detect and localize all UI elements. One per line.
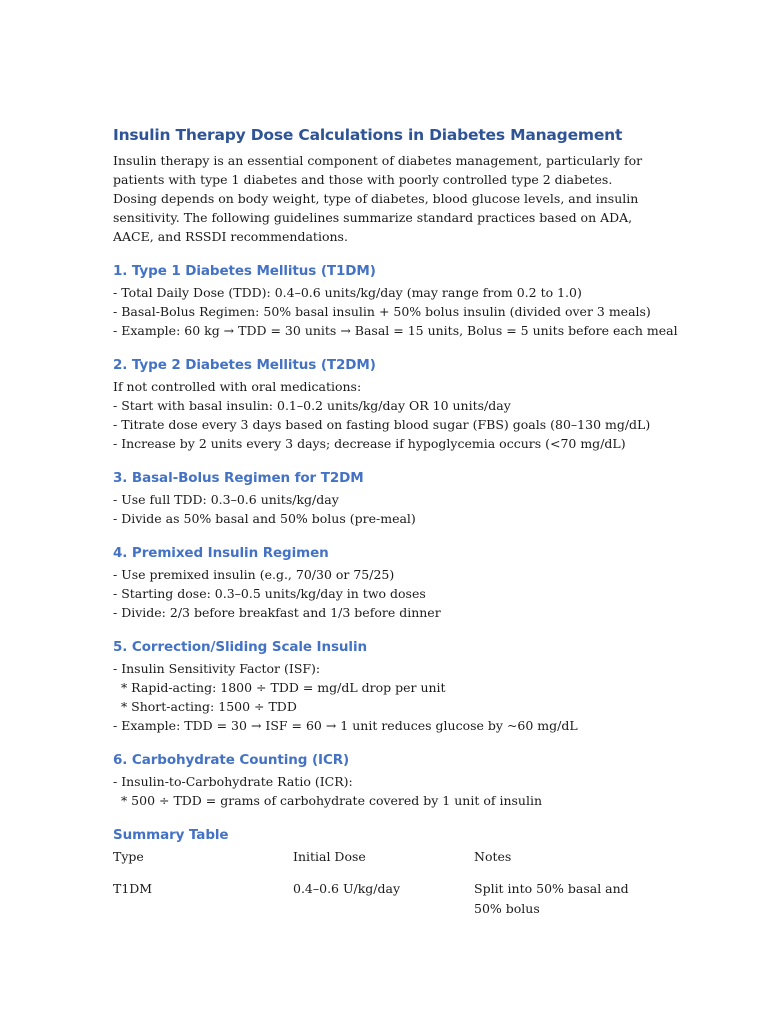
list-item: If not controlled with oral medications:	[113, 379, 362, 394]
table-row	[113, 879, 658, 919]
section-lines-2	[113, 377, 658, 453]
intro-paragraph: Insulin therapy is an essential component of diabetes management, particularly for patients with type 1 diabetes and those with poorly controlled type 2 diabetes. Dosing depends on body weight, type of diabetes, blood glucose levels, and insulin sensitivity. The following guidelines summarize standard practices based on ADA, AACE, and RSSDI recommendations.	[113, 153, 643, 244]
list-item: * Short-acting: 1500 ÷ TDD	[113, 699, 297, 714]
list-item: - Use full TDD: 0.3–0.6 units/kg/day	[113, 492, 339, 507]
column-header-initial-dose: Initial Dose	[293, 849, 366, 864]
list-item: - Starting dose: 0.3–0.5 units/kg/day in two doses	[113, 586, 426, 601]
table-cell-type: T1DM	[113, 881, 153, 896]
section-heading-4: 4. Premixed Insulin Regimen	[113, 545, 329, 561]
summary-table	[113, 847, 658, 919]
section-heading-3: 3. Basal-Bolus Regimen for T2DM	[113, 470, 364, 486]
list-item: - Start with basal insulin: 0.1–0.2 units/kg/day OR 10 units/day	[113, 398, 511, 413]
section-heading-6: 6. Carbohydrate Counting (ICR)	[113, 752, 350, 768]
list-item: - Example: 60 kg → TDD = 30 units → Basal = 15 units, Bolus = 5 units before each meal	[113, 323, 678, 338]
list-item: - Example: TDD = 30 → ISF = 60 → 1 unit reduces glucose by ~60 mg/dL	[113, 718, 578, 733]
list-item: - Basal-Bolus Regimen: 50% basal insulin + 50% bolus insulin (divided over 3 meals)	[113, 304, 651, 319]
column-header-type: Type	[113, 849, 144, 864]
section-lines-3	[113, 490, 658, 528]
section-heading-2: 2. Type 2 Diabetes Mellitus (T2DM)	[113, 357, 376, 373]
summary-heading: Summary Table	[113, 827, 229, 843]
sections-container	[113, 261, 678, 810]
column-header-notes: Notes	[474, 849, 512, 864]
list-item: * Rapid-acting: 1800 ÷ TDD = mg/dL drop per unit	[113, 680, 446, 695]
list-item: * 500 ÷ TDD = grams of carbohydrate covered by 1 unit of insulin	[113, 793, 543, 808]
list-item: - Insulin Sensitivity Factor (ISF):	[113, 661, 321, 676]
section-heading-5: 5. Correction/Sliding Scale Insulin	[113, 639, 367, 655]
list-item: - Total Daily Dose (TDD): 0.4–0.6 units/kg/day (may range from 0.2 to 1.0)	[113, 285, 582, 300]
section-lines-1	[113, 283, 678, 340]
table-cell-initial-dose: 0.4–0.6 U/kg/day	[293, 881, 401, 896]
section-lines-6	[113, 772, 658, 810]
summary-table-header	[113, 847, 658, 879]
section-lines-5	[113, 659, 658, 735]
list-item: - Use premixed insulin (e.g., 70/30 or 75/25)	[113, 567, 395, 582]
section-lines-4	[113, 565, 658, 622]
section-heading-1: 1. Type 1 Diabetes Mellitus (T1DM)	[113, 263, 376, 279]
document-title: Insulin Therapy Dose Calculations in Diabetes Management	[113, 126, 623, 144]
document-page	[113, 124, 678, 919]
list-item: - Divide as 50% basal and 50% bolus (pre-meal)	[113, 511, 416, 526]
list-item: - Titrate dose every 3 days based on fasting blood sugar (FBS) goals (80–130 mg/dL)	[113, 417, 651, 432]
list-item: - Insulin-to-Carbohydrate Ratio (ICR):	[113, 774, 353, 789]
table-cell-notes: Split into 50% basal and 50% bolus	[474, 881, 629, 916]
list-item: - Increase by 2 units every 3 days; decrease if hypoglycemia occurs (<70 mg/dL)	[113, 436, 626, 451]
list-item: - Divide: 2/3 before breakfast and 1/3 before dinner	[113, 605, 441, 620]
